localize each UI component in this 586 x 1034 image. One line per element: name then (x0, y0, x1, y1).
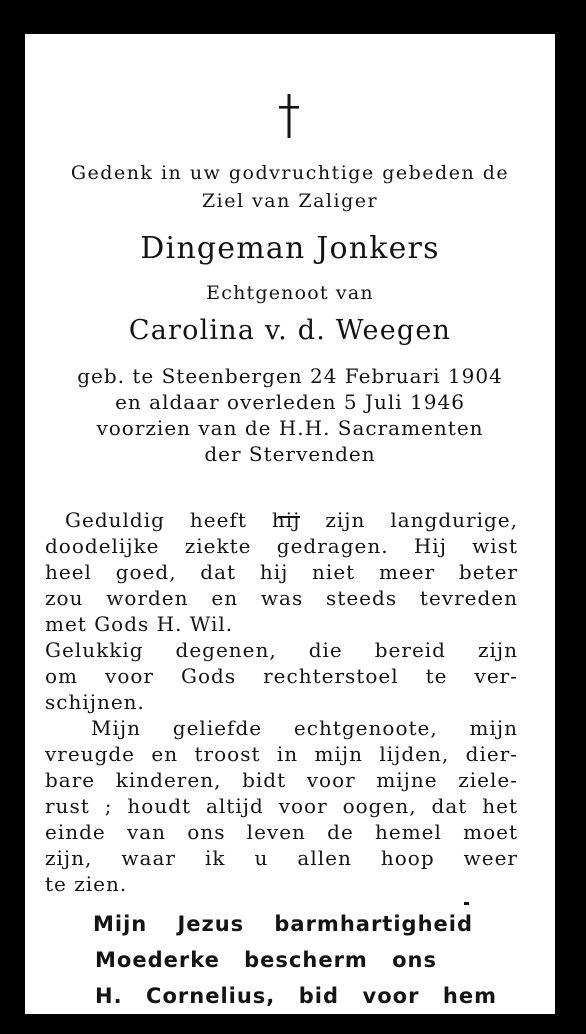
paragraph-1-line-4: zou worden en was steeds tevreden (45, 586, 518, 610)
paragraph-3-line-6: zijn, waar ik u allen hoop weer (45, 846, 518, 870)
birth-line: geb. te Steenbergen 24 Februari 1904 (77, 364, 503, 388)
paragraph-2-line-3: schijnen. (45, 690, 145, 714)
paragraph-3-line-7: te zien. (45, 872, 128, 896)
intro-line-1: Gedenk in uw godvruchtige gebeden de (70, 162, 510, 184)
paragraph-3-line-2: vreugde en troost in mijn lijden, dier- (45, 742, 518, 766)
ink-mark (464, 902, 469, 905)
paragraph-1-line-3: heel goed, dat hij niet meer beter (45, 560, 518, 584)
paragraph-3-line-1: Mijn geliefde echtgenoote, mijn (91, 716, 518, 740)
prayer-line-1: Mijn Jezus barmhartigheid (93, 912, 473, 936)
cross-icon (277, 94, 301, 138)
sacraments-line-1: voorzien van de H.H. Sacramenten (96, 416, 484, 440)
deceased-name: Dingeman Jonkers (140, 231, 440, 266)
paragraph-3-line-5: einde van ons leven de hemel moet (45, 820, 518, 844)
intro-line-2: Ziel van Zaliger (201, 190, 379, 212)
paragraph-1-line-2: doodelijke ziekte gedragen. Hij wist (45, 534, 518, 558)
paragraph-3-line-4: rust ; houdt altijd voor oogen, dat het (45, 794, 518, 818)
spouse-name: Carolina v. d. Weegen (128, 315, 452, 346)
prayer-line-2: Moederke bescherm ons (95, 948, 437, 972)
paragraph-2-line-1: Gelukkig degenen, die bereid zijn (45, 638, 518, 662)
sacraments-line-2: der Stervenden (204, 442, 376, 466)
death-line: en aldaar overleden 5 Juli 1946 (115, 390, 465, 414)
prayer-line-3: H. Cornelius, bid voor hem (95, 984, 497, 1008)
relation-label: Echtgenoot van (206, 282, 374, 304)
memorial-card (25, 34, 555, 1014)
paragraph-1-line-5: met Gods H. Wil. (45, 612, 234, 636)
paragraph-1-line-1: Geduldig heeft hij zijn langdurige, (65, 508, 518, 532)
paragraph-3-line-3: bare kinderen, bidt voor mijne ziele- (45, 768, 518, 792)
paragraph-2-line-2: om voor Gods rechterstoel te ver- (45, 664, 518, 688)
